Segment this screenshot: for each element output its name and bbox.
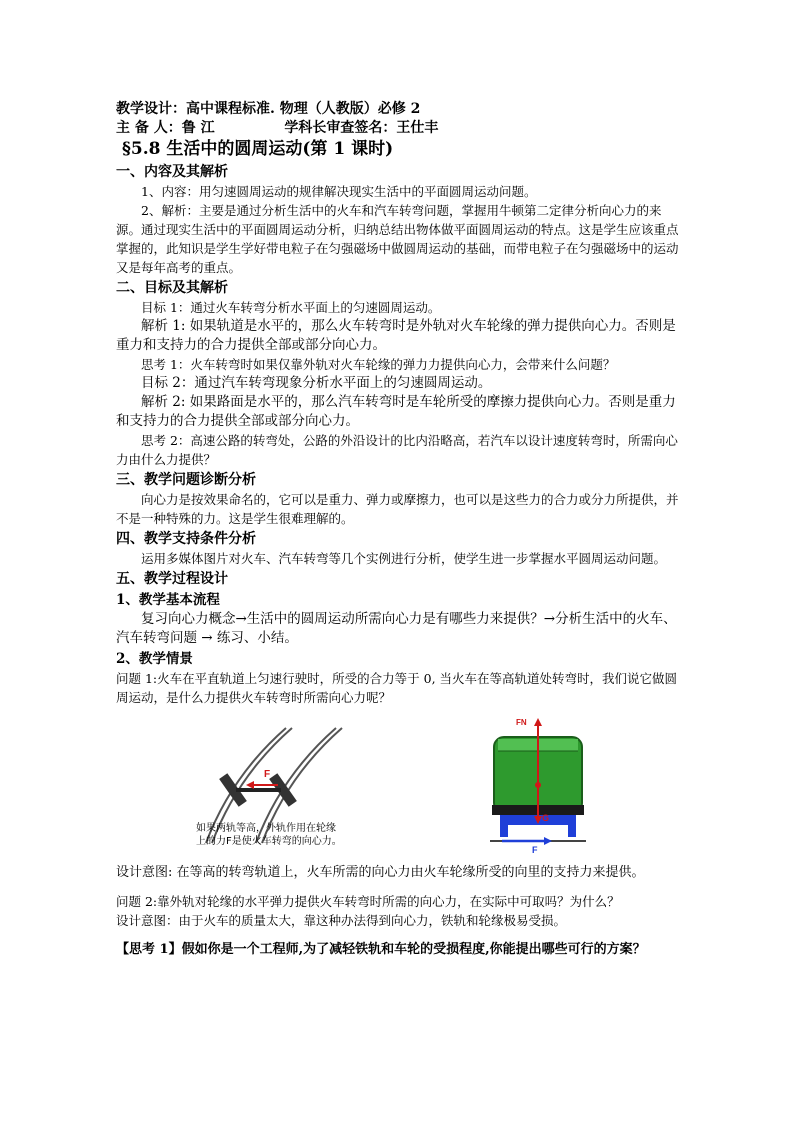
section-3-text: 向心力是按效果命名的，它可以是重力、弹力或摩擦力，也可以是这些力的合力或分力所提供，并不是一种特殊的力。这是学生很难理解的。 (116, 492, 679, 526)
rail-wheel-figure (166, 723, 376, 853)
figures (116, 715, 682, 863)
caption-line-2: 上的力F是使火车转弯的向心力。 (196, 836, 342, 847)
design-intent-1: 设计意图: 在等高的转弯轨道上，火车所需的向心力由火车轮缘所受的向里的支持力来提供。 (116, 865, 645, 880)
question-2: 问题 2:靠外轨对轮缘的水平弹力提供火车转弯时所需的向心力，在实际中可取吗？为什么？ (116, 894, 620, 909)
analysis-paragraph: 2、解析：主要是通过分析生活中的火车和汽车转弯问题，掌握用牛顿第二定律分析向心力的来源。通过现实生活中的平面圆周运动分析，归纳总结出物体做平面圆周运动的特点。这是学生应该重点掌握的，此知识是学生学好带电粒子在匀强磁场中做圆周运动的基础，而带电粒子在匀强磁场中的运动又是每年高考的重点。 (116, 203, 679, 275)
author-line (116, 119, 682, 138)
caption-line-1: 如果两轨等高，外轨作用在轮缘 (196, 823, 336, 834)
document-page (116, 100, 682, 959)
think-1: 思考 1：火车转弯时如果仅靠外轨对火车轮缘的弹力力提供向心力，会带来什么问题？ (141, 357, 616, 372)
scene-title: 2、教学情景 (116, 651, 193, 667)
section-2-title: 二、目标及其解析 (116, 280, 228, 296)
force-label: F (264, 769, 271, 780)
train-force-figure (488, 715, 588, 855)
design-line: 教学设计：高中课程标准. 物理（人教版）必修 2 (116, 101, 421, 117)
section-3-title: 三、教学问题诊断分析 (116, 472, 256, 488)
section-4-text: 运用多媒体图片对火车、汽车转弯等几个实例进行分析，使学生进一步掌握水平圆周运动问题。 (141, 551, 667, 566)
think-2: 思考 2：高速公路的转弯处，公路的外沿设计的比内沿略高，若汽车以设计速度转弯时，所需向心力由什么力提供？ (116, 433, 678, 467)
reviewer-label: 学科长审查签名：王仕丰 (284, 120, 439, 136)
content-line: 1、内容：用匀速圆周运动的规律解决现实生活中的平面圆周运动问题。 (141, 184, 537, 199)
left-wheel (500, 815, 508, 837)
think-box: 【思考 1】假如你是一个工程师,为了减轻铁轨和车轮的受损程度,你能提出哪些可行的方案？ (116, 942, 646, 957)
author-label: 主 备 人：鲁 江 (116, 120, 215, 136)
flow-text: 复习向心力概念→生活中的圆周运动所需向心力是有哪些力来提供？→分析生活中的火车、汽车转弯问题 → 练习、小结。 (116, 611, 677, 646)
g-label: G (542, 813, 550, 823)
section-4-title: 四、教学支持条件分析 (116, 531, 256, 547)
analysis-2: 解析 2: 如果路面是水平的，那么汽车转弯时是车轮所受的摩擦力提供向心力。否则是重力和支持力的合力提供全部或部分向心力。 (116, 394, 676, 429)
analysis-1: 解析 1: 如果轨道是水平的，那么火车转弯时是外轨对火车轮缘的弹力提供向心力。否则是重力和支持力的合力提供全部或部分向心力。 (116, 318, 676, 353)
question-1: 问题 1:火车在平直轨道上匀速行驶时，所受的合力等于 0, 当火车在等高轨道处转弯时，我们说它做圆周运动，是什么力提供火车转弯时所需向心力呢？ (116, 671, 678, 705)
f-label: F (532, 845, 538, 855)
flow-title: 1、教学基本流程 (116, 592, 220, 608)
design-intent-2: 设计意图：由于火车的质量太大，靠这种办法得到向心力，铁轨和轮缘极易受损。 (116, 913, 567, 928)
section-1-title: 一、内容及其解析 (116, 164, 228, 180)
right-wheel (568, 815, 576, 837)
friction-arrow (502, 837, 552, 845)
page-title: §5.8 生活中的圆周运动(第 1 课时) (122, 139, 394, 159)
goal-2: 目标 2：通过汽车转弯现象分析水平面上的匀速圆周运动。 (141, 375, 492, 391)
section-5-title: 五、教学过程设计 (116, 571, 228, 587)
goal-1: 目标 1：通过火车转弯分析水平面上的匀速圆周运动。 (141, 300, 441, 315)
fn-label: FN (516, 718, 527, 727)
